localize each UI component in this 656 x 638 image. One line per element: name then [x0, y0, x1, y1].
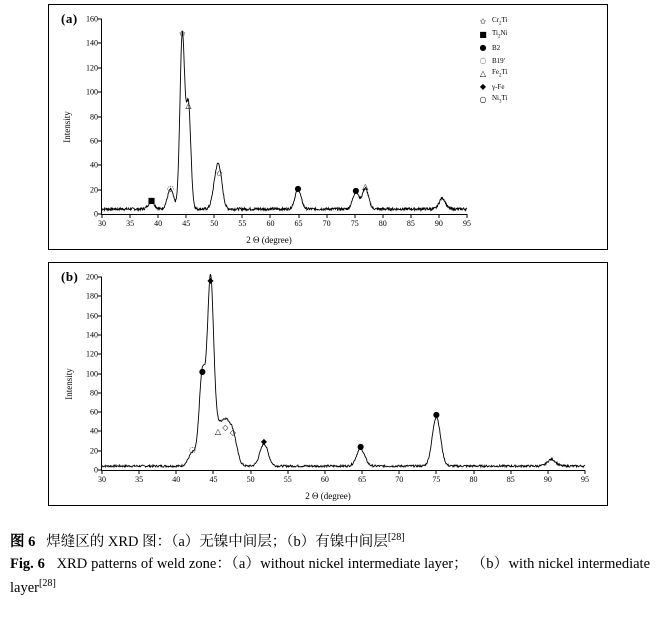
x-axis-tick-label: 70: [395, 475, 404, 484]
legend-symbol-b19: ◌: [479, 56, 487, 65]
x-axis-tick-label: 65: [358, 475, 367, 484]
x-axis-tick-label: 55: [283, 475, 292, 484]
x-axis-tick-label: 30: [98, 219, 106, 228]
x-axis-tick-mark: [354, 214, 355, 218]
x-axis-tick-mark: [473, 470, 474, 474]
legend-label-fe2ti: $Fe_2Ti$: [492, 68, 508, 79]
x-axis-tick-mark: [214, 214, 215, 218]
panel-a-xlabel: 2 Θ (degree): [246, 235, 292, 245]
x-axis-tick-mark: [399, 470, 400, 474]
x-axis-tick-label: 40: [172, 475, 181, 484]
y-axis-tick-label: 80: [90, 112, 98, 121]
peak-marker: ●: [357, 441, 365, 451]
y-axis-tick-label: 60: [90, 136, 98, 146]
y-axis-tick-label: 100: [86, 369, 98, 378]
x-axis-tick-mark: [585, 470, 586, 474]
y-axis-tick-label: 200: [86, 272, 98, 282]
y-axis-tick-label: 160: [86, 14, 98, 24]
x-axis-tick-mark: [510, 470, 511, 474]
x-axis-tick-mark: [213, 470, 214, 474]
peak-marker: ●: [352, 185, 360, 195]
x-axis-tick-label: 60: [320, 475, 329, 484]
caption-english-text-1: XRD patterns of weld zone：（a）without nickel intermediate layer；: [56, 556, 468, 573]
x-axis-tick-mark: [158, 214, 159, 218]
legend-item: [477, 93, 597, 106]
x-axis-tick-label: 50: [246, 475, 255, 484]
legend-label-gamma-fe: γ-Fe: [492, 82, 505, 91]
x-axis-tick-mark: [287, 470, 288, 474]
peak-marker: ◌: [167, 183, 174, 193]
panel-b-xlabel: 2 Θ (degree): [305, 491, 351, 501]
x-axis-tick-label: 90: [434, 219, 443, 228]
x-axis-tick-mark: [326, 214, 327, 218]
peak-marker: ●: [432, 409, 440, 419]
x-axis-tick-label: 70: [322, 219, 331, 228]
peak-marker: ●: [198, 367, 206, 377]
y-axis-tick-label: 160: [86, 311, 98, 321]
legend-label-ti2ni: $Ti_2Ni$: [492, 29, 508, 40]
x-axis-tick-mark: [298, 214, 299, 218]
x-axis-tick-mark: [324, 470, 325, 474]
legend-symbol-cr2ti: ✩: [479, 17, 487, 26]
x-axis-tick-mark: [467, 214, 468, 218]
x-axis-tick-label: 95: [581, 475, 589, 484]
legend-symbol-gamma-fe: ◆: [479, 82, 487, 91]
legend-item: [477, 28, 597, 41]
legend-symbol-ti2ni: ■: [479, 30, 487, 39]
y-axis-tick-label: 20: [90, 446, 98, 456]
x-axis-tick-mark: [270, 214, 271, 218]
caption-english-text-2: （b）with nickel intermediate layer: [10, 556, 651, 596]
peak-marker: ●: [294, 183, 302, 193]
legend-item: [477, 15, 597, 28]
x-axis-tick-mark: [436, 470, 437, 474]
legend-panel-a: [477, 15, 597, 106]
x-axis-tick-mark: [250, 470, 251, 474]
x-axis-tick-mark: [186, 214, 187, 218]
x-axis-tick-label: 80: [378, 219, 387, 228]
x-axis-tick-label: 75: [350, 219, 359, 228]
figure-caption: [10, 530, 650, 599]
peak-marker: △: [185, 100, 192, 110]
x-axis-tick-label: 35: [135, 475, 144, 484]
caption-chinese: [10, 530, 650, 553]
peak-marker: △: [214, 427, 221, 437]
y-axis-tick-label: 20: [90, 185, 98, 195]
y-axis-tick-label: 140: [86, 330, 98, 340]
legend-item: [477, 80, 597, 93]
panel-b-ylabel: Intensity: [63, 368, 74, 400]
panel-a-label: (a): [61, 11, 78, 26]
x-axis-tick-mark: [362, 470, 363, 474]
panel-a-ylabel: Intensity: [61, 111, 72, 143]
xrd-trace: [102, 19, 467, 214]
peak-marker: ■: [147, 195, 156, 205]
x-axis-tick-label: 90: [543, 475, 552, 484]
x-axis-tick-mark: [382, 214, 383, 218]
chart-panel-a: [48, 4, 608, 250]
x-axis-tick-mark: [242, 214, 243, 218]
caption-english-ref: [28]: [38, 577, 56, 589]
x-axis-tick-mark: [547, 470, 548, 474]
x-axis-tick-label: 85: [406, 219, 415, 228]
y-axis-tick-label: 120: [86, 63, 98, 73]
x-axis-tick-label: 60: [266, 219, 275, 228]
y-axis-tick-label: 40: [90, 160, 98, 170]
x-axis-tick-label: 55: [238, 219, 247, 228]
legend-label-b2: B2: [492, 43, 501, 52]
legend-symbol-b2: ●: [479, 43, 487, 52]
x-axis-tick-label: 75: [432, 475, 441, 484]
legend-label-ni3ti: $Ni_3Ti$: [492, 94, 508, 105]
x-axis-tick-mark: [176, 470, 177, 474]
y-axis-tick-label: 100: [86, 87, 98, 97]
y-axis-tick-label: 140: [86, 38, 98, 48]
x-axis-tick-label: 65: [294, 219, 303, 228]
x-axis-tick-mark: [438, 214, 439, 218]
peak-marker: ✩: [178, 28, 186, 38]
x-axis-tick-mark: [130, 214, 131, 218]
legend-item: [477, 41, 597, 54]
peak-marker: ◇: [229, 428, 236, 438]
panel-b-label: (b): [61, 269, 79, 284]
x-axis-tick-label: 45: [182, 219, 191, 228]
caption-chinese-ref: [28]: [387, 532, 405, 543]
peak-marker: ◌: [189, 445, 197, 455]
peak-marker: ◆: [207, 275, 214, 285]
x-axis-tick-label: 40: [154, 219, 163, 228]
x-axis-tick-mark: [139, 470, 140, 474]
legend-item: [477, 67, 597, 80]
y-axis-tick-label: 180: [86, 291, 98, 301]
caption-english-number: Fig. 6: [10, 556, 45, 573]
caption-chinese-text: 焊缝区的 XRD 图：（a）无镍中间层；（b）有镍中间层: [46, 533, 388, 550]
peak-marker: ◆: [260, 436, 268, 446]
legend-symbol-fe2ti: △: [479, 69, 487, 78]
peak-marker: ✩: [216, 168, 223, 178]
x-axis-tick-label: 50: [210, 219, 219, 228]
caption-english: [10, 553, 650, 599]
panel-a-plot-area: [86, 14, 471, 228]
x-axis-tick-label: 35: [126, 219, 135, 228]
y-axis-tick-label: 60: [90, 407, 98, 417]
legend-label-b19: B19': [492, 56, 505, 65]
x-axis-tick-label: 80: [469, 475, 478, 484]
caption-chinese-number: 图 6: [10, 533, 36, 550]
legend-label-cr2ti: $Cr_2Ti$: [492, 16, 508, 27]
x-axis-tick-label: 85: [506, 475, 515, 484]
xrd-trace: [102, 277, 585, 470]
panel-b-plot-area: [86, 272, 589, 484]
x-axis-tick-label: 95: [463, 219, 471, 228]
peak-marker: ◇: [222, 423, 229, 433]
legend-item: [477, 54, 597, 67]
peak-marker: △: [362, 182, 369, 192]
chart-panel-b: [48, 262, 608, 506]
legend-symbol-ni3ti: ○: [479, 95, 487, 104]
y-axis-tick-label: 40: [90, 426, 98, 436]
y-axis-tick-label: 120: [86, 349, 98, 359]
x-axis-tick-mark: [410, 214, 411, 218]
x-axis-tick-label: 45: [209, 475, 218, 484]
x-axis-tick-label: 30: [98, 475, 106, 484]
y-axis-tick-label: 0: [94, 209, 98, 219]
y-axis-tick-label: 80: [90, 388, 98, 398]
y-axis-tick-label: 0: [94, 465, 98, 475]
